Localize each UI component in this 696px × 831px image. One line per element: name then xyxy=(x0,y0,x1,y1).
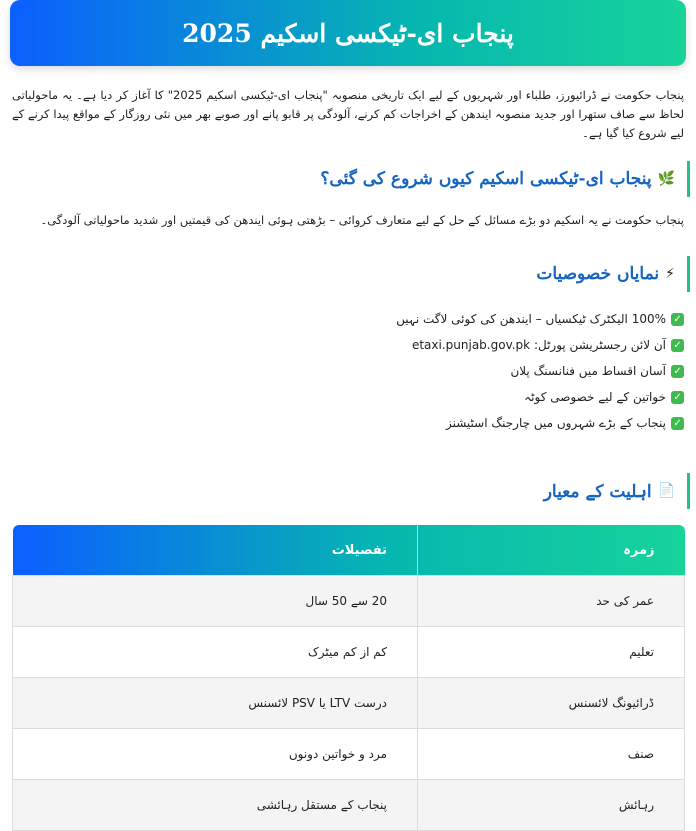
hero-banner xyxy=(10,0,686,66)
table-cell-category: تعلیم xyxy=(418,627,685,678)
table-cell-category: ڈرائیونگ لائسنس xyxy=(418,678,685,729)
list-item xyxy=(396,306,684,332)
section-why-text: پنجاب حکومت نے یہ اسکیم دو بڑے مسائل کے حل کے لیے متعارف کروائی – بڑھتی ہوئی ایندھن کی قیمتیں اور شدید ماحولیاتی آلودگی۔ xyxy=(40,213,684,227)
list-item xyxy=(396,332,684,358)
check-icon: ✓ xyxy=(671,417,684,430)
table-cell-detail: کم از کم میٹرک xyxy=(13,627,418,678)
eligibility-table xyxy=(12,525,685,831)
check-icon: ✓ xyxy=(671,313,684,326)
table-cell-detail: درست LTV یا PSV لائسنس xyxy=(13,678,418,729)
document-icon: 📄 xyxy=(657,483,675,499)
table-cell-category: رہائش xyxy=(418,780,685,831)
table-row xyxy=(13,576,685,627)
leaf-icon: 🌿 xyxy=(657,171,675,187)
list-item xyxy=(396,358,684,384)
table-cell-category: عمر کی حد xyxy=(418,576,685,627)
column-header-details: تفصیلات xyxy=(331,542,387,558)
section-why-heading xyxy=(320,161,690,197)
table-header-row xyxy=(13,525,685,576)
check-icon: ✓ xyxy=(671,339,684,352)
features-list xyxy=(396,306,684,436)
intro-paragraph: پنجاب حکومت نے ڈرائیورز، طلباء اور شہریوں کے لیے ایک تاریخی منصوبہ "پنجاب ای-ٹیکسی اسکیم 2025" کا آغاز کر دیا ہے۔ یہ ماحولیاتی لحاظ سے صاف ستھرا اور جدید منصوبہ ایندھن کے اخراجات کم کرنے، آلودگی پر قابو پانے اور صوبے بھر میں نئی روزگار کے مواقع پیدا کرنے کے لیے شروع کیا گیا ہے۔ xyxy=(12,88,685,140)
table-row xyxy=(13,678,685,729)
page-title: پنجاب ای-ٹیکسی اسکیم 2025 xyxy=(182,18,514,48)
feature-text: 100% الیکٹرک ٹیکسیاں – ایندھن کی کوئی لاگت نہیں xyxy=(396,312,666,326)
section-features-heading xyxy=(536,256,690,292)
column-header-category: زمرہ xyxy=(418,525,685,576)
feature-text: آسان اقساط میں فنانسنگ پلان xyxy=(510,364,666,378)
check-icon: ✓ xyxy=(671,365,684,378)
feature-text: آن لائن رجسٹریشن پورٹل: etaxi.punjab.gov.pk xyxy=(411,338,666,352)
table-row xyxy=(13,729,685,780)
table-cell-detail: 20 سے 50 سال xyxy=(13,576,418,627)
list-item xyxy=(396,410,684,436)
feature-text: پنجاب کے بڑے شہروں میں چارجنگ اسٹیشنز xyxy=(445,416,666,430)
table-row xyxy=(13,780,685,831)
section-features-title: نمایاں خصوصیات xyxy=(536,264,660,284)
table-row xyxy=(13,627,685,678)
section-eligibility-title: اہلیت کے معیار xyxy=(543,481,652,502)
check-icon: ✓ xyxy=(671,391,684,404)
section-why-title: پنجاب ای-ٹیکسی اسکیم کیوں شروع کی گئی؟ xyxy=(320,169,652,189)
section-eligibility-heading xyxy=(544,473,690,509)
table-cell-category: صنف xyxy=(418,729,685,780)
lightning-icon: ⚡ xyxy=(665,266,675,282)
list-item xyxy=(396,384,684,410)
table-cell-detail: پنجاب کے مستقل رہائشی xyxy=(13,780,418,831)
table-cell-detail: مرد و خواتین دونوں xyxy=(13,729,418,780)
feature-text: خواتین کے لیے خصوصی کوٹہ xyxy=(524,390,666,404)
